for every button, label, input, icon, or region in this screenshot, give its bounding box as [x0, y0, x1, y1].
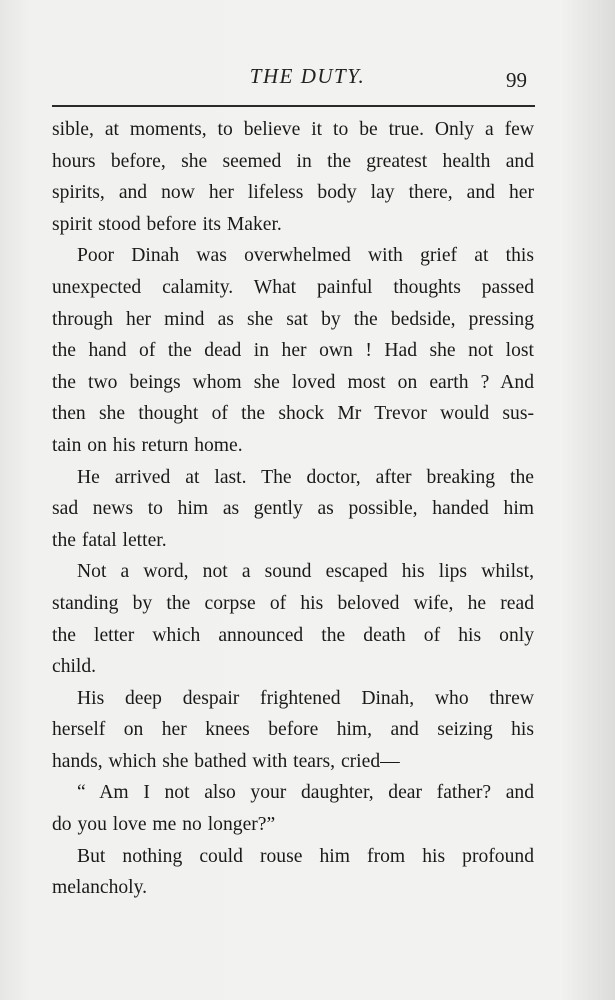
text-line: hours before, she seemed in the greatest health and: [52, 150, 534, 172]
running-title: THE DUTY.: [249, 64, 366, 88]
text-line: through her mind as she sat by the bedside, pressing: [52, 308, 534, 330]
text-line: the fatal letter.: [52, 529, 167, 551]
page-number: 99: [506, 68, 527, 92]
text-line: hands, which she bathed with tears, cried—: [52, 750, 400, 772]
text-line: the hand of the dead in her own ! Had she not lost: [52, 340, 534, 362]
text-line: He arrived at last. The doctor, after breaking the: [77, 466, 534, 488]
header-rule: [52, 105, 535, 107]
text-line: unexpected calamity. What painful thoughts passed: [52, 276, 534, 298]
text-line: spirit stood before its Maker.: [52, 213, 282, 235]
text-line: then she thought of the shock Mr Trevor would sus-: [52, 403, 534, 425]
text-line: tain on his return home.: [52, 434, 243, 456]
text-line: the two beings whom she loved most on earth ? And: [52, 371, 534, 393]
text-line: do you love me no longer?”: [52, 814, 276, 836]
text-line: herself on her knees before him, and seizing his: [52, 719, 534, 741]
text-line: His deep despair frightened Dinah, who threw: [77, 687, 534, 709]
text-line: Not a word, not a sound escaped his lips whilst,: [77, 561, 534, 583]
text-line: Poor Dinah was overwhelmed with grief at this: [77, 245, 534, 267]
text-line: But nothing could rouse him from his profound: [77, 845, 534, 867]
text-line: spirits, and now her lifeless body lay there, and her: [52, 182, 534, 204]
text-line: standing by the corpse of his beloved wife, he read: [52, 592, 534, 614]
text-line: sad news to him as gently as possible, handed him: [52, 498, 534, 520]
text-line: “ Am I not also your daughter, dear father? and: [77, 782, 534, 804]
text-line: the letter which announced the death of his only: [52, 624, 534, 646]
text-line: sible, at moments, to believe it to be true. Only a few: [52, 119, 534, 140]
text-line: melancholy.: [52, 877, 148, 899]
body-text: [52, 114, 534, 904]
text-line: child.: [52, 656, 97, 678]
